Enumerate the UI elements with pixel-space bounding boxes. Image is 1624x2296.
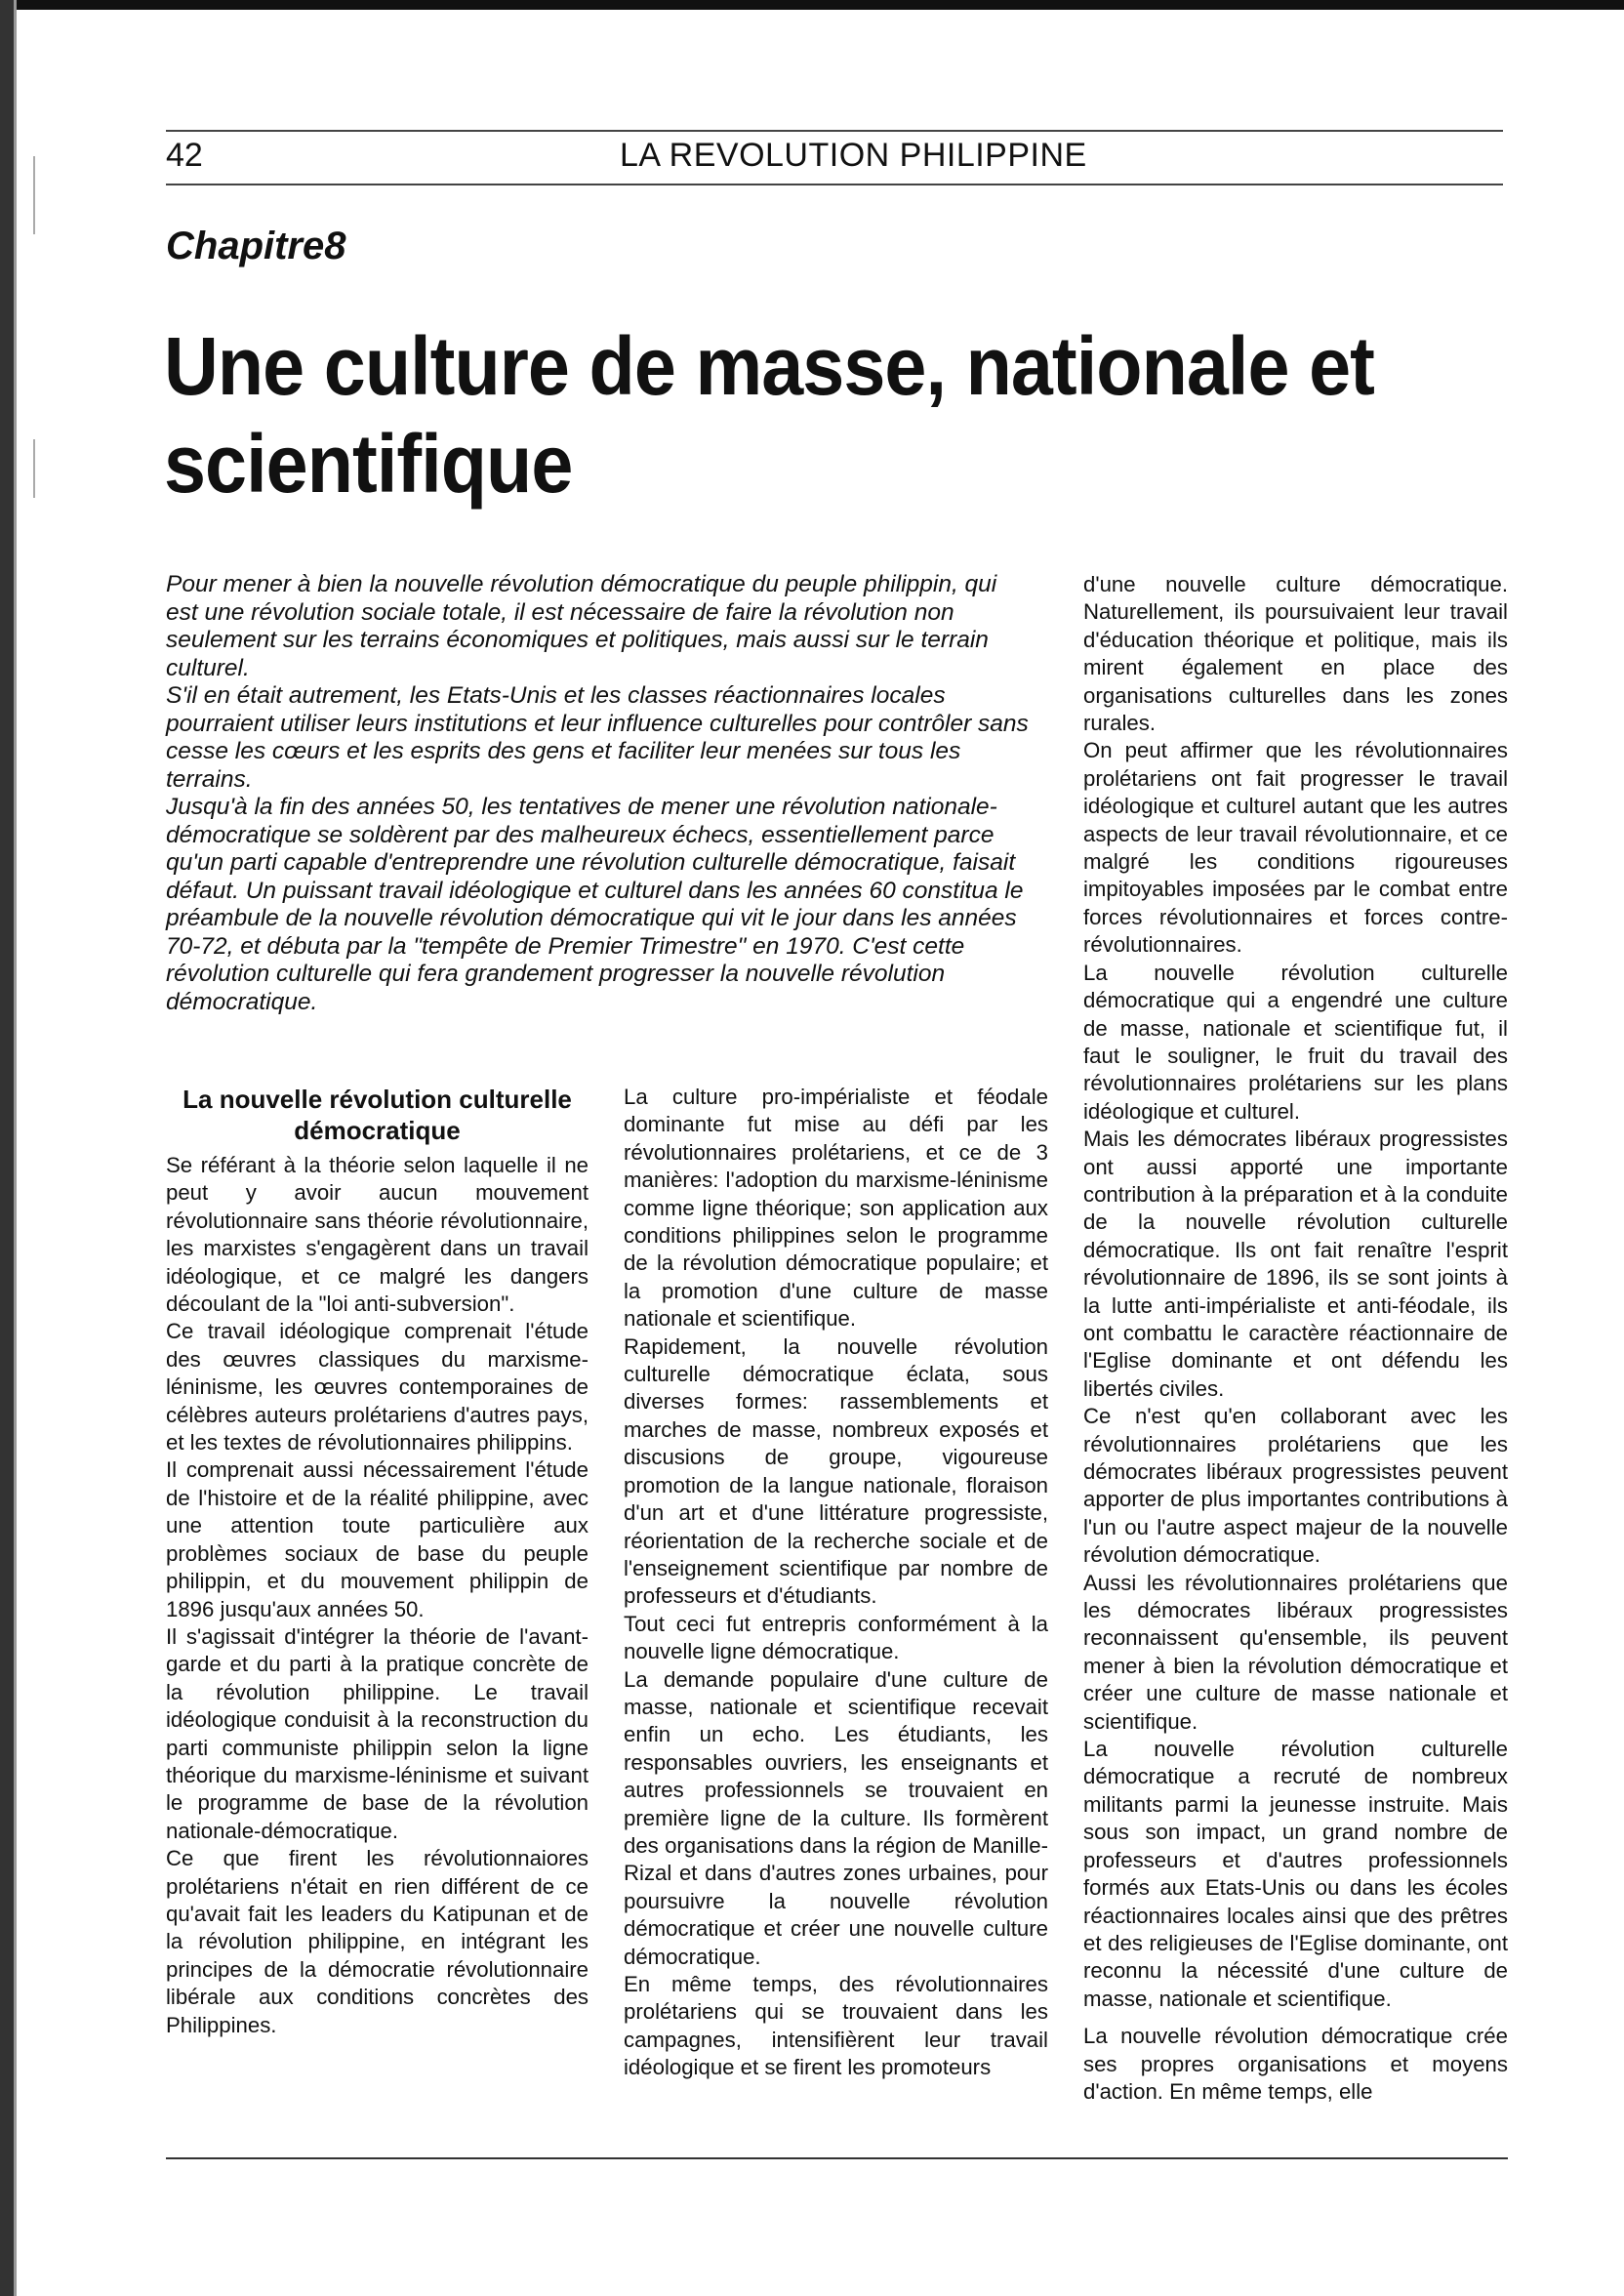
page-number: 42 (166, 137, 203, 174)
chapter-label: Chapitre8 (166, 225, 346, 267)
paragraph: Il s'agissait d'intégrer la théorie de l'avant-garde et du parti à la pratique concrète de la révolution philippine. Le travail idéologique conduisit à la reconstruction du parti communiste philippin selon la ligne théorique du marxisme-léninisme et suivant le programme de base de la révolution nationale-démocratique. (166, 1623, 589, 1843)
paragraph: Se référant à la théorie selon laquelle il ne peut y avoir aucun mouvement révolutionnaire sans théorie révolutionnaire, les marxistes s'engagèrent dans un travail idéologique, et ce malgré les dangers découlant de la "loi anti-subversion". (166, 1153, 589, 1317)
paragraph: Ce n'est qu'en collaborant avec les révolutionnaires prolétariens que les démocrates libéraux progressistes peuvent apporter de plus importantes contributions à l'un ou l'autre aspect majeur de la nouvelle révolution démocratique. (1083, 1404, 1508, 1568)
bottom-rule (166, 2157, 1508, 2159)
header-rule-top (166, 130, 1503, 132)
intro-paragraph: Jusqu'à la fin des années 50, les tentatives de mener une révolution nationale-démocratique se soldèrent par des malheureux échecs, essentiellement parce qu'un parti capable d'entreprendre une révolution culturelle démocratique, faisait défaut. Un puissant travail idéologique et culturel dans les années 60 constitua le préambule de la nouvelle révolution démocratique qui vit le jour dans les années 70-72, et débuta par la "tempête de Premier Trimestre" en 1970. C'est cette révolution culturelle qui fera grandement progresser la nouvelle révolution démocratique. (166, 794, 1024, 1015)
paragraph: La culture pro-impérialiste et féodale dominante fut mise au défi par les révolutionnaires prolétariens, et ce de 3 manières: l'adoption du marxisme-léninisme comme ligne théorique; son application aux conditions philippines selon le programme de la révolution démocratique populaire; et la promotion d'une culture de masse nationale et scientifique. (624, 1085, 1048, 1332)
paragraph: La nouvelle révolution démocratique crée ses propres organisations et moyens d'action. En même temps, elle (1083, 2024, 1508, 2104)
column-1 (166, 1152, 589, 2039)
margin-mark (33, 156, 35, 234)
scan-edge-left-shadow (14, 0, 17, 2296)
header-rule-bottom (166, 184, 1503, 185)
paragraph: La nouvelle révolution culturelle démocratique qui a engendré une culture de masse, nationale et scientifique fut, il faut le souligner, le fruit du travail des révolutionnaires prolétariens sur les plans idéologique et culturel. (1083, 960, 1508, 1124)
paragraph: Aussi les révolutionnaires prolétariens que les démocrates libéraux progressistes reconnaissent qu'ensemble, ils peuvent mener à bien la révolution démocratique et créer une culture de masse nationale et scientifique. (1083, 1570, 1508, 1734)
paragraph: La demande populaire d'une culture de masse, nationale et scientifique recevait enfin un echo. Les étudiants, les responsables ouvriers, les enseignants et autres professionnels se trouvaient en première ligne de la culture. Ils formèrent des organisations dans la région de Manille-Rizal et dans d'autres zones urbaines, pour poursuivre la nouvelle révolution démocratique et créer une nouvelle culture démocratique. (624, 1666, 1048, 1969)
paragraph: Il comprenait aussi nécessairement l'étude de l'histoire et de la réalité philippine, avec une attention toute particulière aux problèmes sociaux de base du peuple philippin, et du mouvement philippin de 1896 jusqu'aux années 50. (166, 1457, 589, 1621)
paragraph-gap (1083, 2013, 1508, 2023)
intro-paragraph: S'il en était autrement, les Etats-Unis et les classes réactionnaires locales pourraient utiliser leurs institutions et leur influence culturelles pour contrôler sans cesse les cœurs et les esprits des gens et faciliter leur menées sur tous les terrains. (166, 682, 1029, 793)
chapter-title: Une culture de masse, nationale et scientifique (164, 320, 1374, 510)
paragraph: d'une nouvelle culture démocratique. Naturellement, ils poursuivaient leur travail d'éducation théorique et politique, mais ils mirent également en place des organisations culturelles dans les zones rurales. (1083, 572, 1508, 736)
paragraph: Ce que firent les révolutionnaiores prolétariens n'était en rien différent de ce qu'avait fait les leaders du Katipunan et de la révolution philippine, en intégrant les principes de la démocratie révolutionnaire libérale aux conditions concrètes des Philippines. (166, 1846, 589, 2037)
paragraph: On peut affirmer que les révolutionnaires prolétariens ont fait progresser le travail idéologique et culturel autant que les autres aspects de leur travail révolutionnaire, et ce malgré les conditions rigoureuses impitoyables imposées par le combat entre forces révolutionnaires et forces contre-révolutionnaires. (1083, 738, 1508, 958)
scan-edge-left (0, 0, 14, 2296)
scan-edge-top (0, 0, 1624, 10)
column-2 (624, 1084, 1048, 2082)
paragraph: Ce travail idéologique comprenait l'étude des œuvres classiques du marxisme-léninisme, les œuvres contemporaines de célèbres auteurs prolétariens d'autres pays, et les textes de révolutionnaires philippins. (166, 1319, 589, 1456)
running-title: LA REVOLUTION PHILIPPINE (620, 137, 1087, 174)
paragraph: Rapidement, la nouvelle révolution culturelle démocratique éclata, sous diverses formes: rassemblements et marches de masse, nombreux exposés et discusions de groupe, vigoureuse promotion de la langue nationale, floraison d'un art et d'une littérature progressiste, réorientation de la recherche sociale et de l'enseignement scientifique par nombre de professeurs et d'étudiants. (624, 1333, 1048, 1609)
intro-text (166, 571, 1033, 1016)
margin-mark (33, 439, 35, 498)
intro-paragraph: Pour mener à bien la nouvelle révolution démocratique du peuple philippin, qui est une révolution sociale totale, il est nécessaire de faire la révolution non seulement sur les terrains économiques et politiques, mais aussi sur le terrain culturel. (166, 571, 997, 681)
column-3 (1083, 571, 1508, 2106)
paragraph: Mais les démocrates libéraux progressistes ont aussi apporté une importante contribution à la préparation et à la conduite de la nouvelle révolution culturelle démocratique. Ils ont fait renaître l'esprit révolutionnaire de 1896, ils se sont joints à la lutte anti-impérialiste et anti-féodale, ils ont combattu le caractère réactionnaire de l'Eglise dominante et ont défendu les libertés civiles. (1083, 1127, 1508, 1401)
paragraph: La nouvelle révolution culturelle démocratique a recruté de nombreux militants parmi la jeunesse instruite. Mais sous son impact, un grand nombre de professeurs et d'autres professionnels formés aux Etats-Unis ou dans les écoles réactionnaires locales ainsi que des prêtres et des religieuses de l'Eglise dominante, ont reconnu la nécessité d'une culture de masse, nationale et scientifique. (1083, 1737, 1508, 2011)
paragraph: Tout ceci fut entrepris conformément à la nouvelle ligne démocratique. (624, 1611, 1048, 1664)
section-heading: La nouvelle révolution culturelle démocratique (183, 1085, 572, 1145)
paragraph: En même temps, des révolutionnaires prolétariens qui se trouvaient dans les campagnes, intensifièrent leur travail idéologique et se firent les promoteurs (624, 1972, 1048, 2080)
